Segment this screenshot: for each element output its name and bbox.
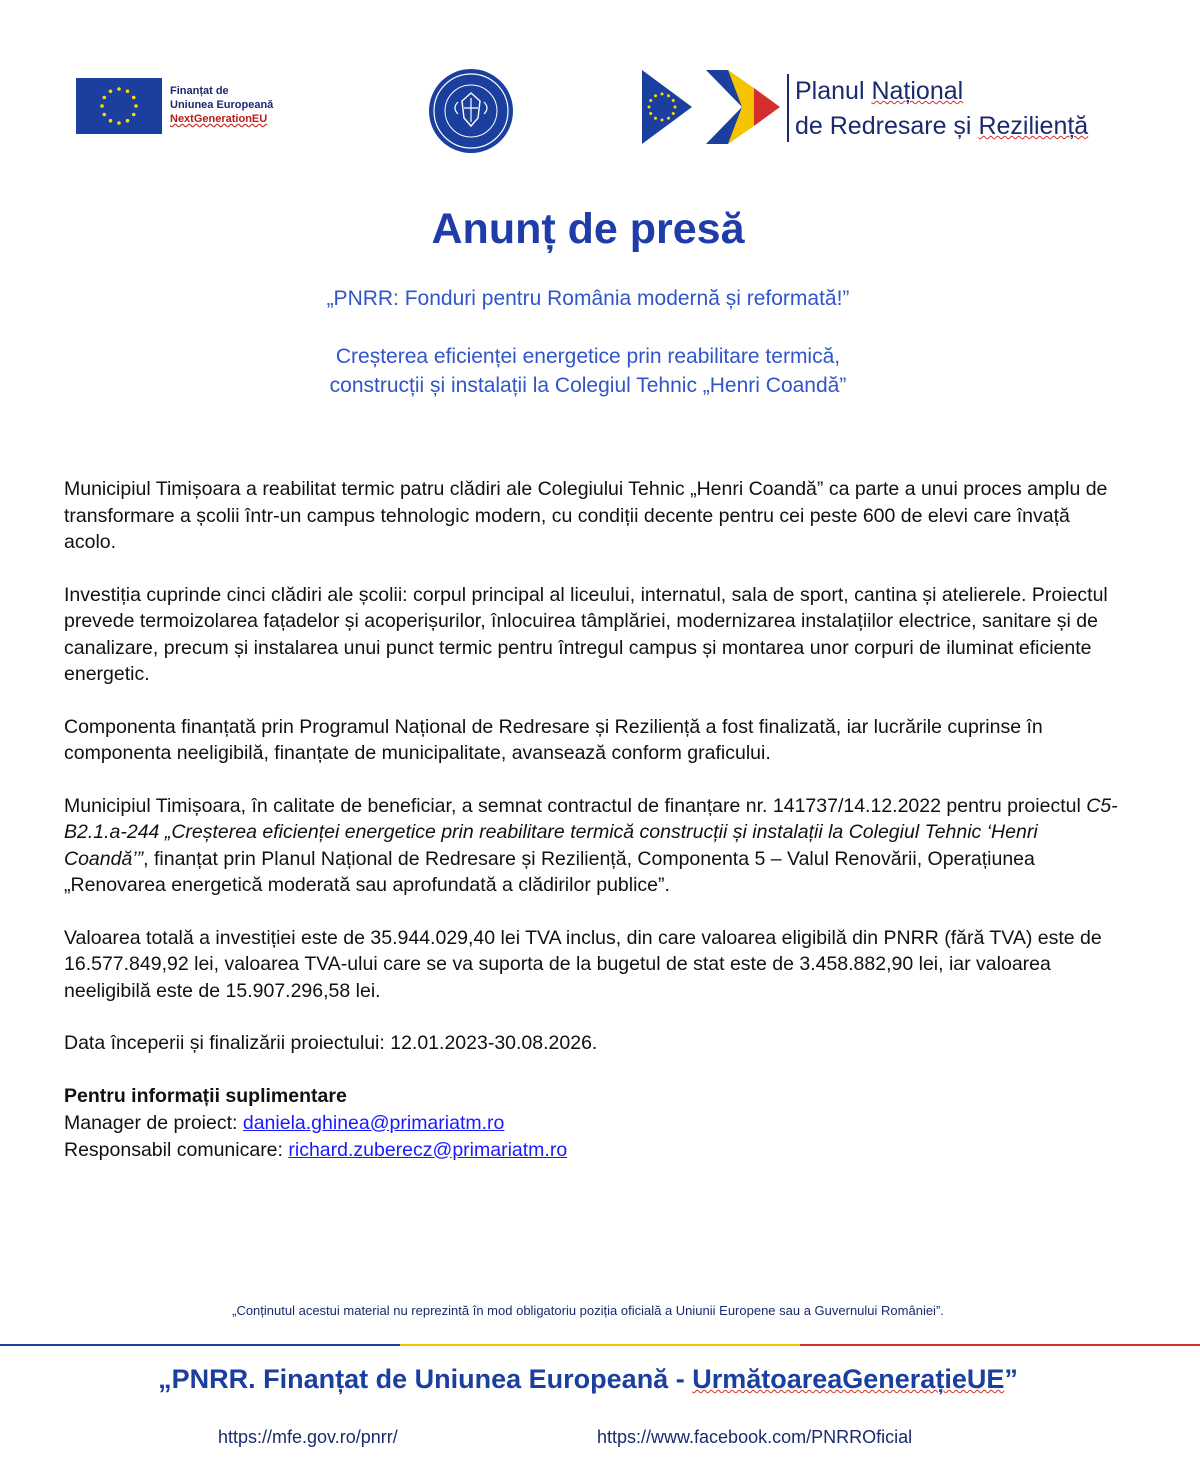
- paragraph-values: Valoarea totală a investiției este de 35.944.029,40 lei TVA inclus, din care valoarea eligibilă din PNRR (fără TVA) este de 16.577.849,92 lei, valoarea TVA-ului care se va suporta de la bugetul de stat este de 3.458.882,90 lei, iar valoarea neeligibilă este de 15.907.296,58 lei.: [64, 926, 1102, 1002]
- footer-stripe-red: [800, 1344, 1200, 1346]
- eu-star-icon: [134, 104, 138, 108]
- pnrr-program-name: [795, 74, 1088, 144]
- eu-star-icon: [102, 113, 106, 117]
- eu-flag-icon: [76, 78, 162, 134]
- contacts-heading: Pentru informații suplimentare: [64, 1084, 347, 1107]
- eu-star-icon: [649, 112, 652, 115]
- contacts-section: [64, 1083, 1124, 1164]
- eu-star-icon: [117, 121, 121, 125]
- project-title-line2: construcții și instalații la Colegiul Tehnic „Henri Coandă”: [329, 374, 847, 397]
- eu-star-icon: [672, 112, 675, 115]
- eu-star-icon: [654, 94, 657, 97]
- eu-star-icon: [132, 96, 136, 100]
- eu-star-icon: [109, 89, 113, 93]
- slogan-c: ”: [1004, 1364, 1018, 1394]
- pnrr-line1-a: Planul: [795, 77, 872, 105]
- eu-star-icon: [132, 113, 136, 117]
- manager-email-link[interactable]: daniela.ghinea@primariatm.ro: [242, 1111, 505, 1134]
- manager-label: Manager de proiect:: [64, 1111, 243, 1134]
- contract-text-b: , finanțat prin Planul Național de Redresare și Reziliență, Componenta 5 – Valul Renovării, Operațiunea „Renovarea energetică moderată sau aprofundată a clădirilor publice”.: [64, 847, 1035, 896]
- government-seal-icon: [428, 68, 514, 154]
- eu-star-icon: [661, 119, 664, 122]
- eu-star-icon: [126, 89, 130, 93]
- header-logos: [0, 0, 1200, 170]
- slogan-b: UrmătoareaGenerațieUE: [692, 1364, 1005, 1394]
- manager-contact: [64, 1110, 1124, 1137]
- eu-star-icon: [667, 117, 670, 120]
- disclaimer: „Conținutul acestui material nu reprezintă în mod obligatoriu poziția oficială a Uniunii Europene sau a Guvernului României”.: [232, 1303, 944, 1318]
- contract-text-a: Municipiul Timișoara, în calitate de beneficiar, a semnat contractul de finanțare nr. 141737/14.12.2022 pentru proiectul: [64, 794, 1087, 817]
- paragraph-dates: Data începerii și finalizării proiectului: 12.01.2023-30.08.2026.: [64, 1032, 598, 1054]
- paragraph-intro: Municipiul Timișoara a reabilitat termic patru clădiri ale Colegiului Tehnic „Henri Coandă” ca parte a unui proces amplu de transformare a școlii într-un campus tehnologic modern, cu condiții decente pentru cei peste 600 de elevi care învață acolo.: [64, 478, 1108, 553]
- eu-label-line3: NextGenerationEU: [170, 113, 268, 125]
- comm-email-link[interactable]: richard.zuberecz@primariatm.ro: [288, 1138, 568, 1161]
- project-title-line1: Creșterea eficienței energetice prin reabilitare termică,: [335, 345, 841, 368]
- eu-star-icon: [661, 93, 664, 96]
- eu-star-icon: [674, 106, 677, 109]
- pnrr-line1-b: Național: [871, 77, 964, 105]
- eu-star-icon: [672, 99, 675, 102]
- project-code: C5-B2.1.a-244 „Creșterea eficienței energetice prin reabilitare termică construcții și instalații la Colegiul Tehnic ‘Henri Coandă’”: [64, 794, 1118, 870]
- press-release-body: [64, 476, 1124, 1164]
- eu-star-icon: [648, 106, 651, 109]
- eu-label-line1: Finanțat de: [170, 85, 229, 97]
- eu-star-icon: [117, 87, 121, 91]
- page-title: Anunț de presă: [431, 205, 745, 253]
- eu-funding-label: [170, 84, 273, 126]
- footer-stripe-blue: [0, 1344, 400, 1346]
- eu-star-icon: [109, 119, 113, 123]
- subtitle: „PNRR: Fonduri pentru România modernă și reformată!”: [326, 287, 850, 310]
- communication-contact: [64, 1137, 1124, 1164]
- footer-slogan: [0, 1364, 1176, 1395]
- pnrr-divider: [787, 74, 789, 142]
- project-title: [0, 342, 1176, 400]
- eu-star-icon: [100, 104, 104, 108]
- eu-star-icon: [654, 117, 657, 120]
- eu-star-icon: [649, 99, 652, 102]
- eu-star-icon: [102, 96, 106, 100]
- paragraph-contract: [64, 793, 1124, 899]
- slogan-a: „PNRR. Finanțat de Uniunea Europeană -: [158, 1364, 693, 1394]
- facebook-link[interactable]: https://www.facebook.com/PNRROficial: [597, 1427, 913, 1447]
- comm-label: Responsabil comunicare:: [64, 1138, 289, 1161]
- pnrr-logo-icon: [642, 70, 782, 144]
- eu-star-icon: [126, 119, 130, 123]
- paragraph-status: Componenta finanțată prin Programul Național de Redresare și Reziliență a fost finalizată, iar lucrările cuprinse în componenta neeligibilă, finanțate de municipalitate, avansează conform graficului.: [64, 715, 1043, 764]
- footer-stripe-yellow: [400, 1344, 800, 1346]
- pnrr-line2-b: Reziliență: [978, 112, 1089, 140]
- eu-label-line2: Uniunea Europeană: [170, 99, 274, 111]
- eu-star-icon: [667, 94, 670, 97]
- paragraph-investment: Investiția cuprinde cinci clădiri ale școlii: corpul principal al liceului, internatul, sala de sport, cantina și atelierele. Proiectul prevede termoizolarea fațadelor și acoperișurilor, înlocuirea tâmplăriei, modernizarea instalațiilor electrice, sanitare și de canalizare, precum și instalarea unui punct termic pentru întregul campus și montarea unor corpuri de iluminat eficiente energetic.: [64, 583, 1108, 685]
- pnrr-line2-a: de Redresare și: [795, 112, 979, 140]
- mfe-link[interactable]: https://mfe.gov.ro/pnrr/: [218, 1427, 398, 1447]
